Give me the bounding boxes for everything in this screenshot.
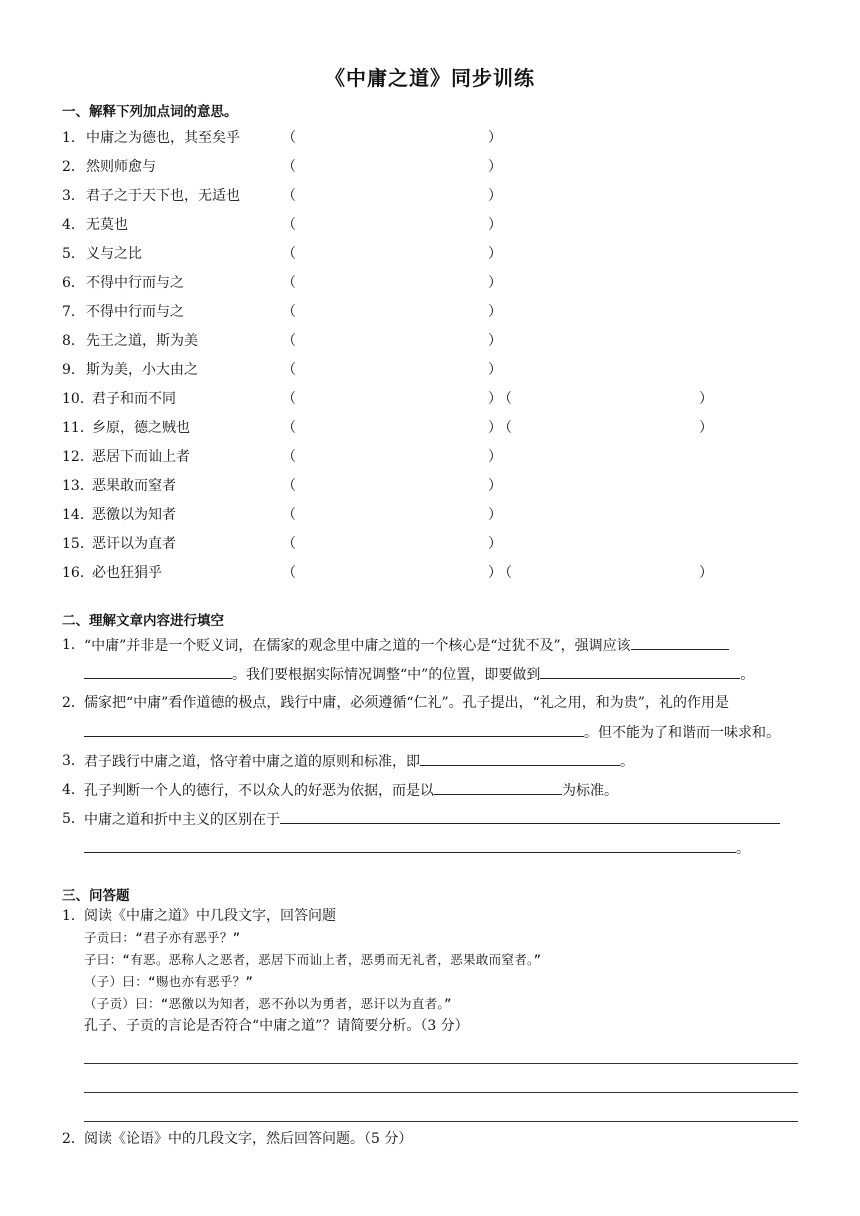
question-text: 。 [620,754,634,770]
vocab-item [62,186,762,215]
question-text: 。 [736,841,750,857]
section-3-heading: 三、问答题 [62,888,130,904]
answer-bracket-open[interactable]: （ [282,217,296,233]
answer-blank[interactable] [420,749,620,766]
question-text: 孔子判断一个人的德行，不以众人的好恶为依据，而是以 [84,783,434,799]
item-number: 5． [62,246,85,262]
question-text: 儒家把“中庸”看作道德的极点，践行中庸，必须遵循“仁礼”。孔子提出，“礼之用，和为贵”，礼的作用是 [84,695,729,711]
answer-bracket-close[interactable]: ） [488,159,502,175]
answer-bracket-open[interactable]: （ [282,420,296,436]
answer-bracket-open[interactable]: （ [498,420,512,436]
answer-line[interactable] [84,1063,798,1064]
vocab-item [62,447,762,476]
answer-bracket-close[interactable]: ） [488,333,502,349]
item-number: 7． [62,304,85,320]
question-intro: 阅读《中庸之道》中几段文字，回答问题 [84,908,336,924]
item-number: 13． [62,478,94,494]
question-text: 孔子、子贡的言论是否符合“中庸之道”？请简要分析。（3 分） [84,1018,469,1034]
fill-question-1 [62,633,802,691]
answer-bracket-open[interactable]: （ [282,391,296,407]
item-text: 必也狂狷乎 [92,565,162,581]
answer-bracket-close[interactable]: ） [488,420,502,436]
answer-blank[interactable] [84,836,736,853]
item-number: 1． [62,130,85,146]
vocab-item [62,331,762,360]
question-text: 君子践行中庸之道，恪守着中庸之道的原则和标准，即 [84,754,420,770]
answer-bracket-open[interactable]: （ [282,333,296,349]
item-number: 10． [62,391,94,407]
vocab-item [62,360,762,389]
item-text: 乡原，德之贼也 [92,420,190,436]
item-number: 12． [62,449,94,465]
vocab-item [62,244,762,273]
answer-bracket-close[interactable]: ） [699,391,713,407]
item-number: 15． [62,536,94,552]
quote-line: （子）曰：“赐也亦有恶乎？” [84,974,254,989]
fill-question-4 [62,778,802,807]
answer-bracket-open[interactable]: （ [498,565,512,581]
answer-bracket-close[interactable]: ） [488,304,502,320]
answer-bracket-close[interactable]: ） [488,246,502,262]
answer-bracket-close[interactable]: ） [488,507,502,523]
question-text: 。 [740,667,755,683]
item-text: 先王之道，斯为美 [86,333,198,349]
answer-blank[interactable] [84,720,584,737]
question-number: 1． [62,908,85,924]
answer-bracket-close[interactable]: ） [488,391,502,407]
item-text: 恶讦以为直者 [92,536,176,552]
item-text: 中庸之为德也，其至矣乎 [86,130,240,146]
answer-line[interactable] [84,1121,798,1122]
item-text: 不得中行而与之 [86,275,184,291]
item-number: 16． [62,565,94,581]
vocab-item [62,563,762,592]
question-text: 阅读《论语》中的几段文字，然后回答问题。（5 分） [84,1131,413,1147]
fill-in-list [62,633,802,865]
question-text: “中庸”并非是一个贬义词，在儒家的观念里中庸之道的一个核心是“过犹不及”，强调应该 [84,638,631,654]
qa-list [62,905,802,1037]
answer-bracket-close[interactable]: ） [488,130,502,146]
answer-bracket-open[interactable]: （ [498,391,512,407]
answer-blank[interactable] [631,633,729,650]
item-number: 8． [62,333,85,349]
item-number: 6． [62,275,85,291]
answer-bracket-close[interactable]: ） [488,536,502,552]
answer-blank[interactable] [280,807,780,824]
answer-bracket-open[interactable]: （ [282,188,296,204]
answer-bracket-open[interactable]: （ [282,304,296,320]
answer-bracket-close[interactable]: ） [699,420,713,436]
question-number: 1． [62,637,85,653]
question-number: 2． [62,1131,85,1147]
vocab-item [62,128,762,157]
answer-bracket-open[interactable]: （ [282,536,296,552]
answer-bracket-close[interactable]: ） [488,362,502,378]
answer-bracket-close[interactable]: ） [488,188,502,204]
answer-blank[interactable] [434,778,562,795]
item-text: 君子之于天下也，无适也 [86,188,240,204]
answer-blank[interactable] [540,662,740,679]
item-text: 斯为美，小大由之 [86,362,198,378]
page-title: 《中庸之道》同步训练 [325,66,535,90]
vocab-item [62,505,762,534]
answer-bracket-close[interactable]: ） [488,275,502,291]
answer-bracket-open[interactable]: （ [282,478,296,494]
answer-bracket-close[interactable]: ） [488,217,502,233]
item-number: 3． [62,188,85,204]
answer-bracket-open[interactable]: （ [282,159,296,175]
answer-bracket-close[interactable]: ） [488,565,502,581]
answer-bracket-close[interactable]: ） [488,478,502,494]
vocab-list [62,128,762,592]
answer-bracket-open[interactable]: （ [282,275,296,291]
quote-line: （子贡）曰：“恶徼以为知者，恶不孙以为勇者，恶讦以为直者。” [84,996,452,1011]
fill-question-3 [62,749,802,778]
item-text: 恶居下而讪上者 [92,449,190,465]
item-text: 义与之比 [86,246,142,262]
answer-bracket-close[interactable]: ） [699,565,713,581]
vocab-item [62,418,762,447]
vocab-item [62,302,762,331]
quote-line: 子贡曰：“君子亦有恶乎？” [84,930,241,945]
item-text: 恶徼以为知者 [92,507,176,523]
fill-question-2 [62,691,802,749]
item-number: 4． [62,217,85,233]
item-number: 11． [62,420,94,436]
question-number: 3． [62,753,85,769]
item-text: 不得中行而与之 [86,304,184,320]
section-1-heading: 一、解释下列加点词的意思。 [62,104,238,120]
question-text: 为标准。 [562,783,618,799]
qa-question-2 [62,1128,802,1150]
answer-bracket-open[interactable]: （ [282,362,296,378]
question-text: 。但不能为了和谐而一味求和。 [584,725,780,741]
answer-bracket-open[interactable]: （ [282,449,296,465]
question-number: 5． [62,811,85,827]
section-2-heading: 二、理解文章内容进行填空 [62,613,224,629]
item-text: 然则师愈与 [86,159,156,175]
question-text: 。我们要根据实际情况调整“中”的位置，即要做到 [232,667,541,683]
quote-line: 子曰：“有恶。恶称人之恶者，恶居下而讪上者，恶勇而无礼者，恶果敢而窒者。” [84,952,542,967]
vocab-item [62,273,762,302]
vocab-item [62,157,762,186]
vocab-item [62,476,762,505]
item-number: 2． [62,159,85,175]
answer-line[interactable] [84,1092,798,1093]
answer-blank[interactable] [84,662,232,679]
vocab-item [62,215,762,244]
vocab-item [62,534,762,563]
vocab-item [62,389,762,418]
answer-bracket-open[interactable]: （ [282,507,296,523]
question-number: 4． [62,782,85,798]
item-text: 恶果敢而窒者 [92,478,176,494]
fill-question-5 [62,807,802,865]
item-number: 9． [62,362,85,378]
question-number: 2． [62,695,85,711]
answer-bracket-open[interactable]: （ [282,130,296,146]
answer-bracket-open[interactable]: （ [282,246,296,262]
item-text: 君子和而不同 [92,391,176,407]
answer-bracket-close[interactable]: ） [488,449,502,465]
item-number: 14． [62,507,94,523]
question-text: 中庸之道和折中主义的区别在于 [84,812,280,828]
item-text: 无莫也 [86,217,128,233]
answer-bracket-open[interactable]: （ [282,565,296,581]
